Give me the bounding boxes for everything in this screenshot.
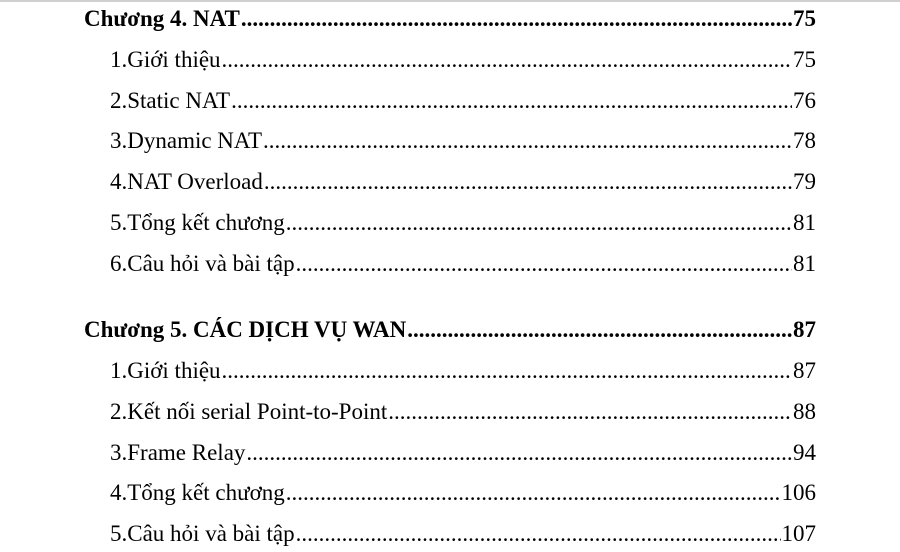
toc-entry[interactable] [110,251,816,277]
entry-number: 3. [110,440,128,465]
toc-entry[interactable] [110,128,816,154]
dot-leader [296,251,792,277]
entry-number: 4. [110,169,128,194]
page-number: 79 [793,169,816,194]
entry-title: Frame Relay [127,440,246,465]
page-number: 75 [793,47,816,72]
dot-leader [264,169,792,195]
entry-number: 2. [110,399,128,424]
entry-title: Giới thiệu [127,47,221,72]
entry-title: Kết nối serial Point-to-Point [127,399,388,424]
toc-entry[interactable] [110,521,816,547]
entry-title: Static NAT [127,88,231,113]
dot-leader [286,480,781,506]
entry-number: 1. [110,47,128,72]
toc-entry[interactable] [110,440,816,466]
toc-chapter-4[interactable] [84,6,816,32]
dot-leader [222,358,792,384]
dot-leader [407,317,792,343]
dot-leader [241,6,792,32]
toc-entry[interactable] [110,480,816,506]
dot-leader [286,210,792,236]
dot-leader [388,399,792,425]
page-number: 81 [793,210,816,235]
toc-entry[interactable] [110,399,816,425]
entry-number: 5. [110,521,128,546]
entry-title: Câu hỏi và bài tập [127,521,295,546]
page-number: 106 [781,480,816,505]
dot-leader [296,521,781,547]
entry-title: Câu hỏi và bài tập [127,251,295,276]
entry-number: 2. [110,88,128,113]
page-number: 78 [793,128,816,153]
entry-title: Tổng kết chương [127,480,285,505]
toc-chapter-5[interactable] [84,317,816,343]
dot-leader [263,128,792,154]
dot-leader [222,47,792,73]
toc-entry[interactable] [110,47,816,73]
entry-number: 4. [110,480,128,505]
entry-title: Giới thiệu [127,358,221,383]
entry-number: 1. [110,358,128,383]
entry-title: Dynamic NAT [127,128,263,153]
entry-number: 6. [110,251,128,276]
page-number: 107 [781,521,816,546]
page-number: 76 [793,88,816,113]
page-top-border [0,0,900,2]
page-number: 75 [793,6,816,31]
page-number: 94 [793,440,816,465]
dot-leader [246,440,792,466]
page-number: 81 [793,251,816,276]
dot-leader [231,88,792,114]
page-number: 87 [793,358,816,383]
page-number: 87 [793,317,816,342]
toc-entry[interactable] [110,210,816,236]
chapter-title: Chương 4. NAT [84,6,240,31]
toc-entry[interactable] [110,88,816,114]
entry-title: Tổng kết chương [127,210,285,235]
entry-number: 3. [110,128,128,153]
toc-entry[interactable] [110,169,816,195]
entry-title: NAT Overload [127,169,263,194]
entry-number: 5. [110,210,128,235]
toc-entry[interactable] [110,358,816,384]
page-number: 88 [793,399,816,424]
chapter-title: Chương 5. CÁC DỊCH VỤ WAN [84,317,407,342]
